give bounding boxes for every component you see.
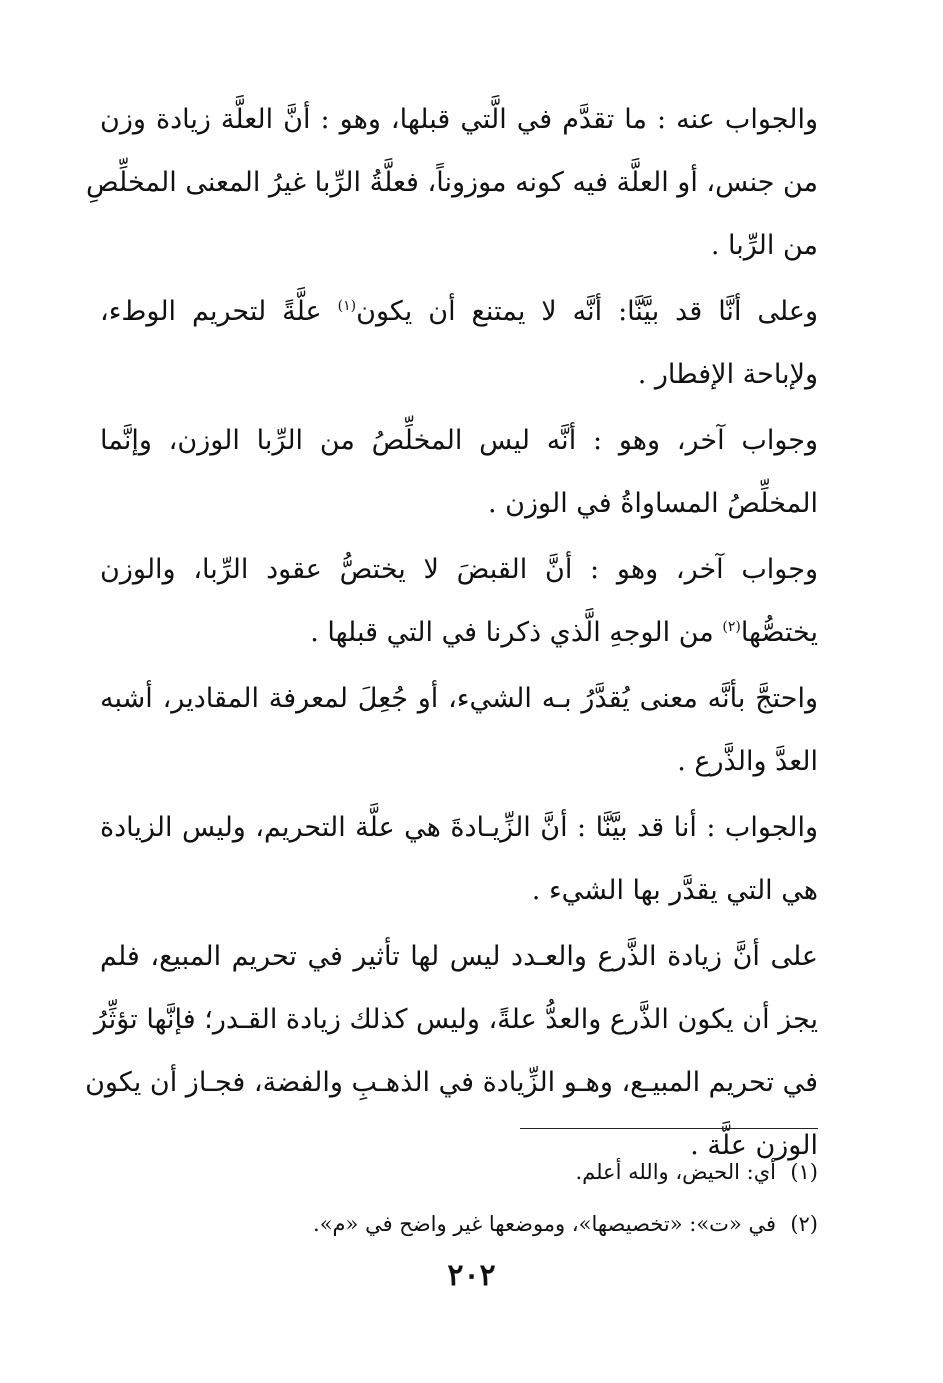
page-number: ٢٠٢ (447, 1258, 496, 1293)
paragraph-5 (100, 667, 818, 793)
text-fragment: من الوجهِ الَّذي ذكرنا في التي قبلها . (310, 617, 714, 648)
text-fragment: يختصُّها (740, 617, 818, 648)
paragraph-6 (100, 796, 818, 922)
footnote-text: أي: الحيض، والله أعلم. (575, 1160, 776, 1184)
text-line: الوزن علَّة . (690, 1130, 818, 1161)
text-line: من جنس، أو العلَّة فيه كونه موزوناً، فعلَّةُ الرِّبا غيرُ المعنى المخلِّصِ (85, 167, 818, 198)
text-line: واحتجَّ بأنَّه معنى يُقدَّرُ بـه الشيء، أو جُعِلَ لمعرفة المقادير، أشبه (100, 683, 818, 714)
footnote-2 (100, 1198, 818, 1250)
footnote-text: في «ت»: «تخصيصها»، وموضعها غير واضح في «م». (313, 1212, 776, 1236)
footnote-number: (٢) (790, 1212, 818, 1236)
text-fragment: علَّةً لتحريم الوطء، (100, 296, 322, 327)
paragraph-1 (85, 88, 818, 277)
text-line: ولإباحة الإفطار . (637, 359, 818, 390)
text-line: في تحريم المبيـع، وهـو الزِّيادة في الذهـبِ والفضة، فجـاز أن يكون (85, 1067, 818, 1098)
text-line: العدَّ والذَّرع . (677, 746, 818, 777)
text-line: المخلِّصُ المساواةُ في الوزن . (488, 488, 818, 519)
text-line: والجواب : أنا قد بيَّنَّا : أنَّ الزِّيـادةَ هي علَّة التحريم، وليس الزيادة (100, 812, 818, 843)
paragraph-3 (100, 409, 818, 535)
footnote-separator (520, 1128, 818, 1129)
text-fragment: وعلى أنَّا قد بيَّنَّا: أنَّه لا يمتنع أن يكون (356, 296, 818, 327)
text-line (100, 280, 818, 343)
text-line: والجواب عنه : ما تقدَّم في الَّتي قبلها، وهو : أنَّ العلَّة زيادة وزن (100, 104, 818, 135)
paragraph-2 (100, 280, 818, 406)
footnote-reference[interactable]: (٢) (722, 619, 741, 635)
text-line: على أنَّ زيادة الذَّرع والعـدد ليس لها تأثير في تحريم المبيع، فلم (100, 941, 818, 972)
main-text (85, 88, 818, 1177)
text-line (100, 601, 818, 664)
footnote-number: (١) (790, 1160, 818, 1184)
text-line: وجواب آخر، وهو : أنَّ القبضَ لا يختصُّ عقود الرِّبا، والوزن (100, 554, 818, 585)
paragraph-4 (100, 538, 818, 664)
text-line: هي التي يقدَّر بها الشيء . (531, 875, 818, 906)
text-line: من الرِّبا . (710, 230, 818, 261)
text-line: وجواب آخر، وهو : أنَّه ليس المخلِّصُ من الرِّبا الوزن، وإنَّما (100, 425, 818, 456)
paragraph-7 (85, 925, 818, 1177)
text-line: يجز أن يكون الذَّرع والعدُّ علةً، وليس كذلك زيادة القـدر؛ فإنَّها تؤثِّرُ (93, 1004, 818, 1035)
footnote-1 (100, 1146, 818, 1198)
footnote-reference[interactable]: (١) (337, 298, 357, 314)
footnotes (100, 1146, 818, 1250)
